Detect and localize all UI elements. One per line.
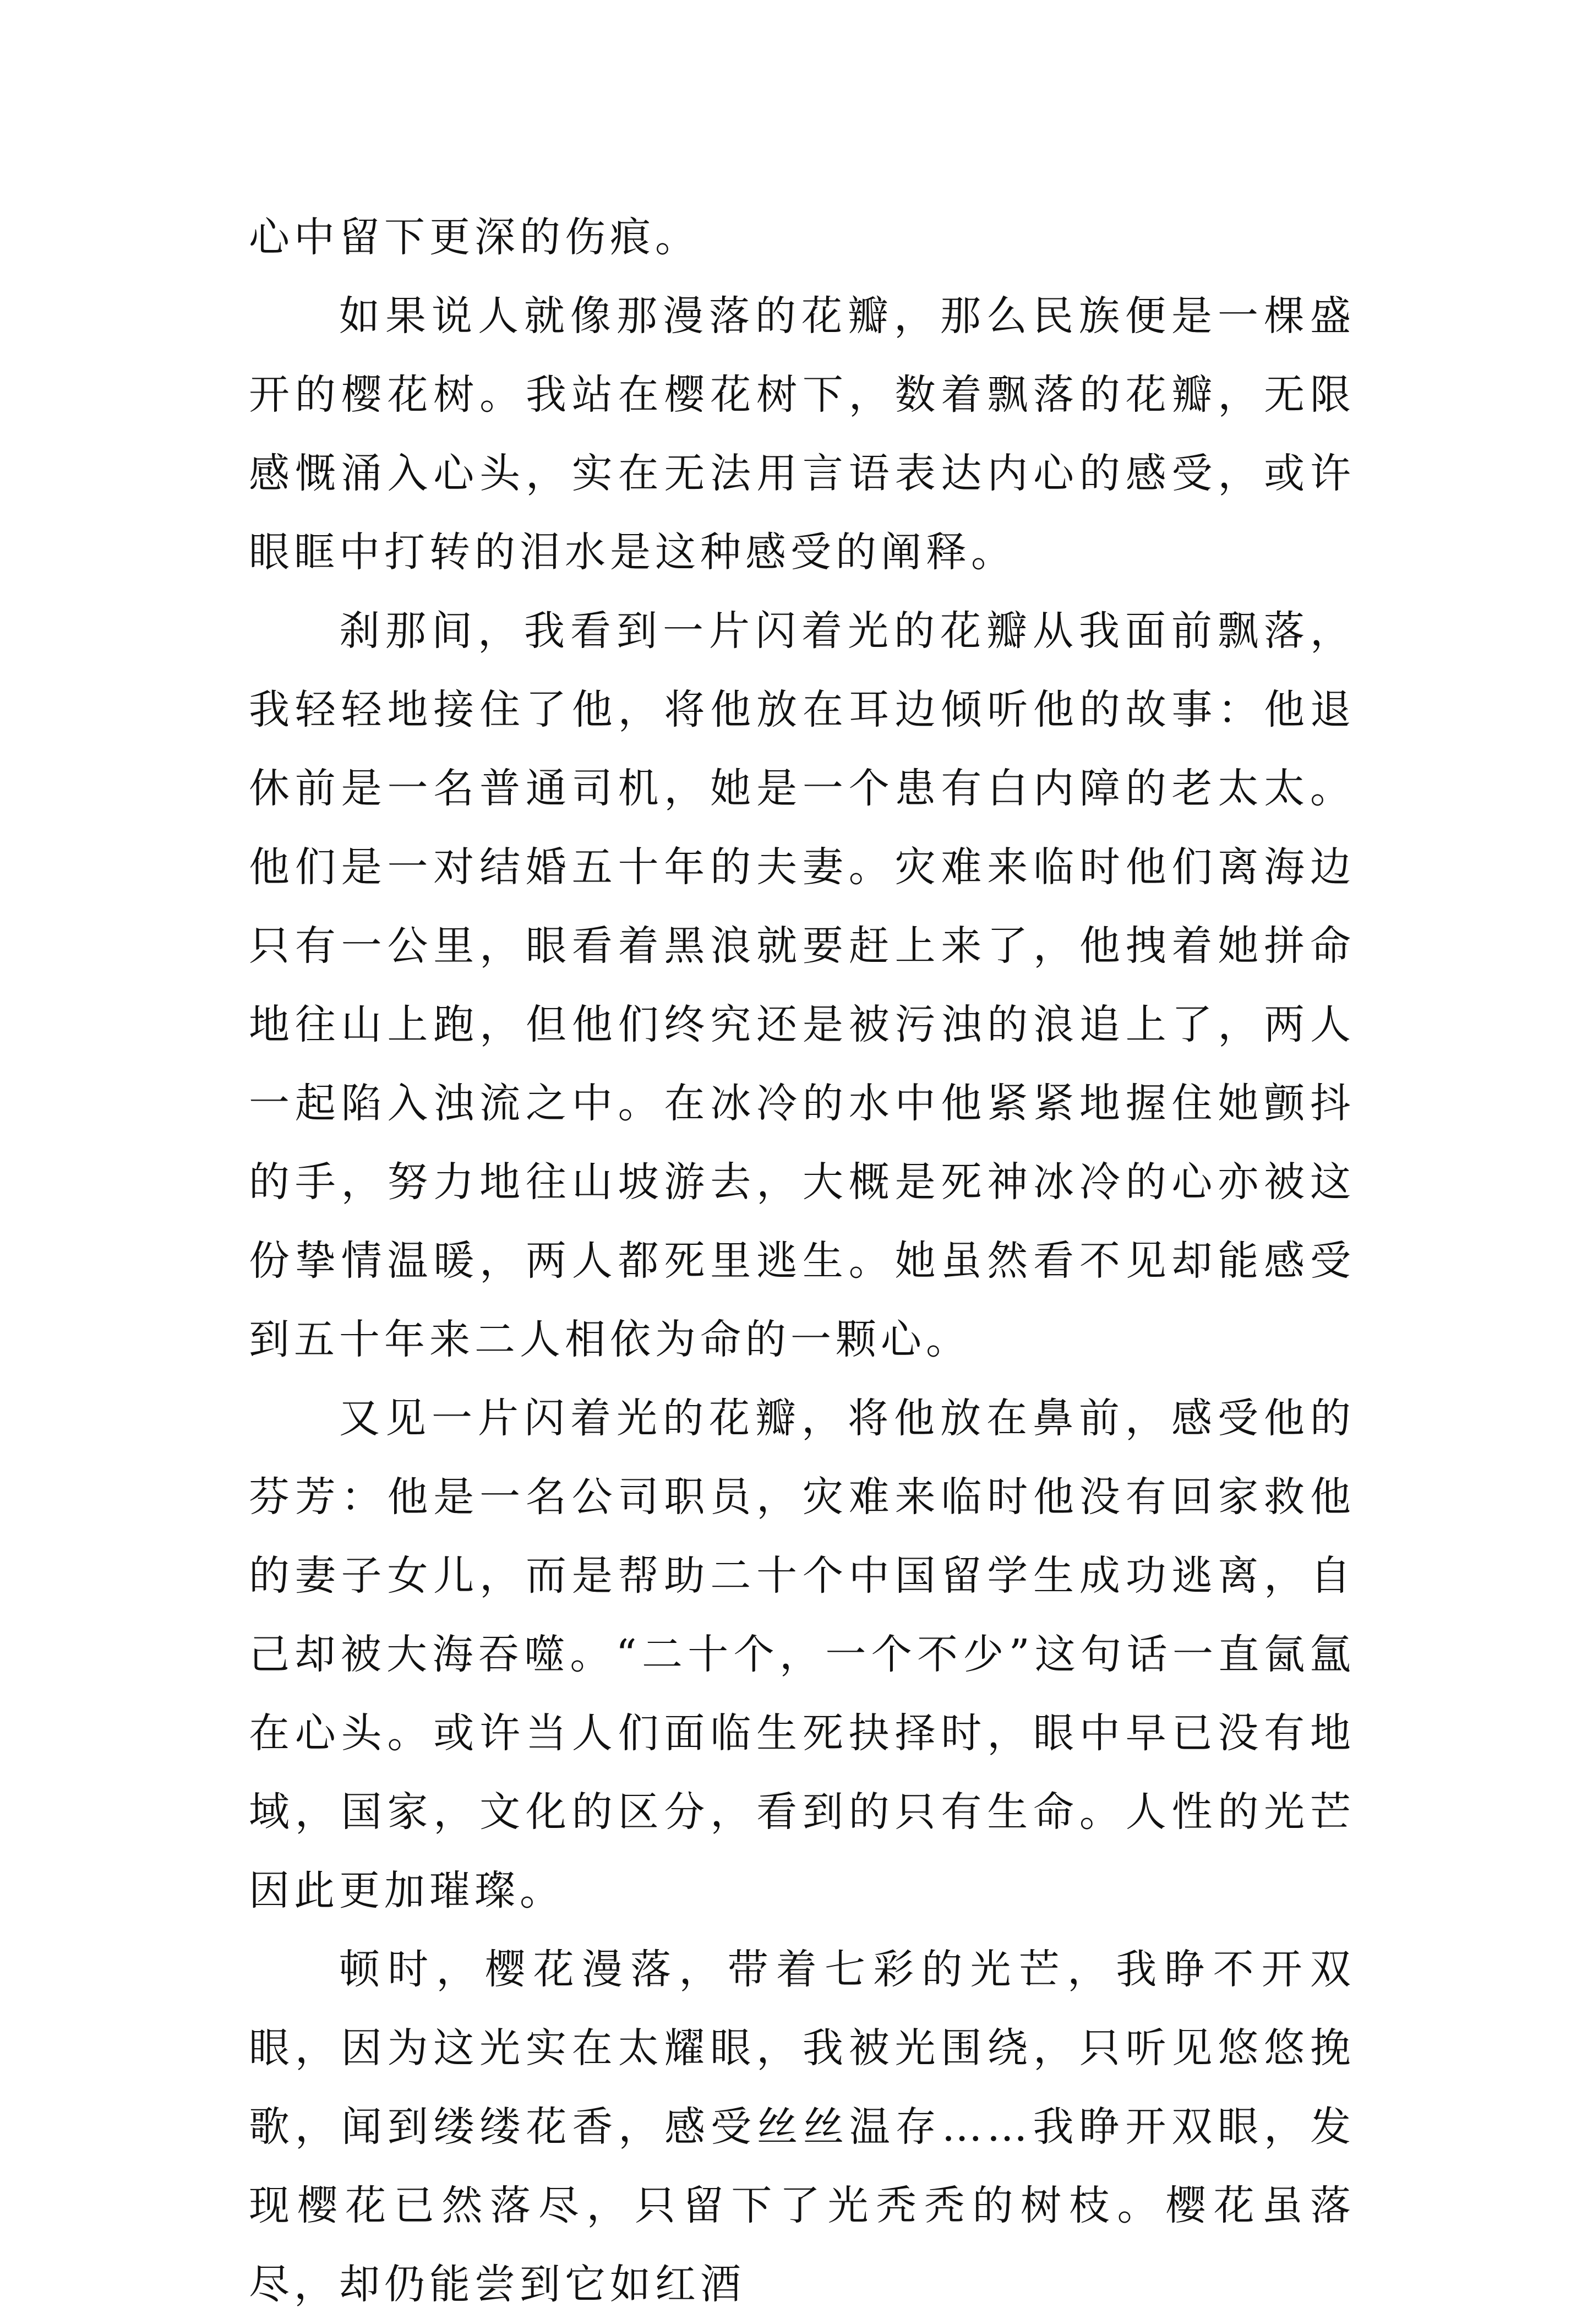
paragraph-2: 如果说人就像那漫落的花瓣，那么民族便是一棵盛开的樱花树。我站在樱花树下，数着飘落的花瓣，无限感慨涌入心头，实在无法用言语表达内心的感受，或许眼眶中打转的泪水是这种感受的阐释。: [249, 292, 1355, 576]
paragraph-4: 又见一片闪着光的花瓣，将他放在鼻前，感受他的芬芳：他是一名公司职员，灾难来临时他没有回家救他的妻子女儿，而是帮助二十个中国留学生成功逃离，自己却被大海吞噬。“二十个，一个不少”这句话一直氤氲在心头。或许当人们面临生死抉择时，眼中早已没有地域，国家，文化的区分，看到的只有生命。人性的光芒因此更加璀璨。: [249, 1395, 1355, 1914]
paragraph-1: 心中留下更深的伤痕。: [249, 214, 700, 261]
paragraph-5: 顿时，樱花漫落，带着七彩的光芒，我睁不开双眼，因为这光实在太耀眼，我被光围绕，只听见悠悠挽歌，闻到缕缕花香，感受丝丝温存……我睁开双眼，发现樱花已然落尽，只留下了光秃秃的树枝。樱花虽落尽，却仍能尝到它如红酒: [249, 1946, 1355, 2308]
paragraph-3: 刹那间，我看到一片闪着光的花瓣从我面前飘落，我轻轻地接住了他，将他放在耳边倾听他的故事：他退休前是一名普通司机，她是一个患有白内障的老太太。他们是一对结婚五十年的夫妻。灾难来临时他们离海边只有一公里，眼看着黑浪就要赶上来了，他拽着她拼命地往山上跑，但他们终究还是被污浊的浪追上了，两人一起陷入浊流之中。在冰冷的水中他紧紧地握住她颤抖的手，努力地往山坡游去，大概是死神冰冷的心亦被这份挚情温暖，两人都死里逃生。她虽然看不见却能感受到五十年来二人相依为命的一颗心。: [249, 607, 1355, 1363]
body-text: [249, 198, 1355, 2324]
